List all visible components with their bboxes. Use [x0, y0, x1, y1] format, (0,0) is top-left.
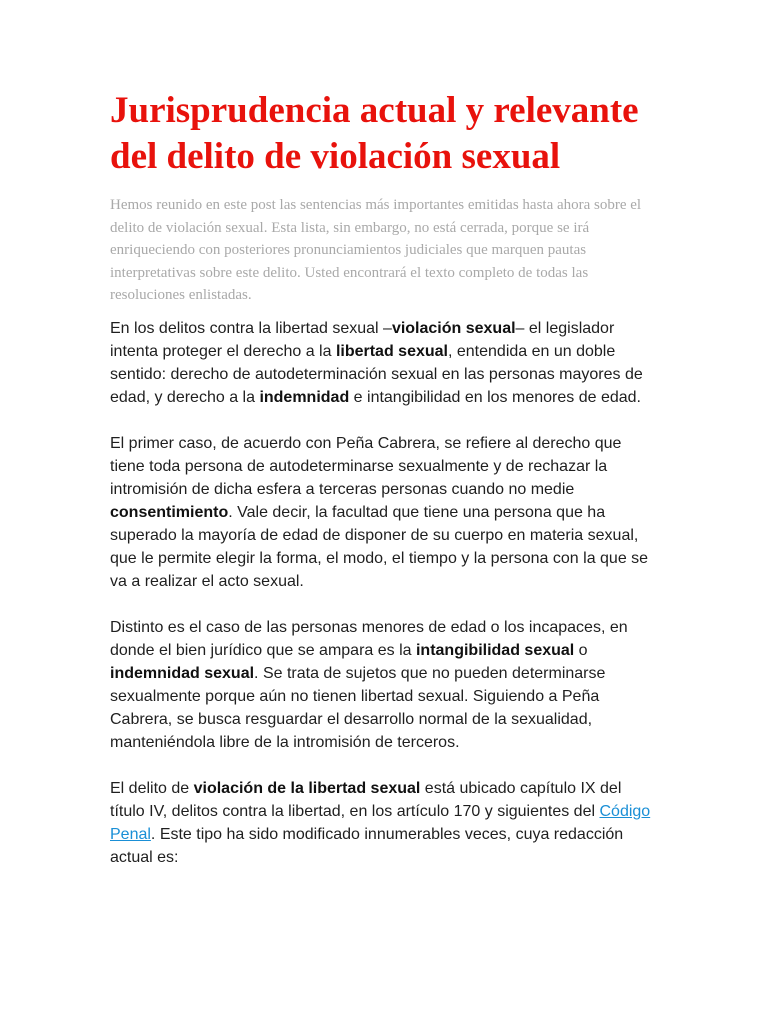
text-run: . Se trata de sujetos que no pueden determinarse sexualmente porque aún no tienen libertad sexual. Siguiendo a Peña Cabrera, se busca resguardar el desarrollo normal de la sexualidad, manteniéndola libre de la intromisión de terceros. — [110, 664, 606, 751]
text-run: . Vale decir, la facultad que tiene una persona que ha superado la mayoría de edad de disponer de su cuerpo en materia sexual, que le permite elegir la forma, el modo, el tiempo y la persona con la que se va a realizar el acto sexual. — [110, 503, 649, 590]
text-run: o — [574, 641, 588, 659]
codigo-penal-link[interactable]: Código Penal — [110, 802, 651, 843]
body-paragraph-2 — [110, 432, 658, 593]
bold-term: libertad sexual — [335, 342, 448, 360]
bold-term: intangibilidad sexual — [415, 641, 575, 659]
text-run: El primer caso, de acuerdo con Peña Cabrera, se refiere al derecho que tiene toda persona de autodeterminarse sexualmente y de rechazar la intromisión de dicha esfera a terceras personas cuando no medie — [110, 434, 622, 498]
body-paragraph-1 — [110, 317, 658, 409]
text-run: e intangibilidad en los menores de edad. — [349, 388, 641, 406]
lead-paragraph: Hemos reunido en este post las sentencias más importantes emitidas hasta ahora sobre el delito de violación sexual. Esta lista, sin embargo, no está cerrada, porque se irá enriqueciendo con posteriores pronunciamientos judiciales que marquen pautas interpretativas sobre este delito. Usted encontrará el texto completo de todas las resoluciones enlistadas. — [110, 197, 642, 303]
bold-term: violación de la libertad sexual — [193, 779, 421, 797]
article — [110, 88, 658, 869]
bold-term: indemnidad sexual — [110, 664, 255, 682]
text-run: – el legislador intenta proteger el derecho a la — [110, 319, 615, 360]
page-title: Jurisprudencia actual y relevante del delito de violación sexual — [110, 90, 639, 177]
body-paragraph-3 — [110, 616, 658, 754]
bold-term: violación sexual — [391, 319, 516, 337]
text-run: , entendida en un doble sentido: derecho de autodeterminación sexual en las personas mayores de edad, y derecho a la — [110, 342, 643, 406]
text-run: El delito de — [110, 779, 194, 797]
text-run: está ubicado capítulo IX del título IV, delitos contra la libertad, en los artículo 170 y siguientes del — [110, 779, 622, 820]
bold-term: consentimiento — [110, 503, 229, 521]
text-run: Distinto es el caso de las personas menores de edad o los incapaces, en donde el bien jurídico que se ampara es la — [110, 618, 628, 659]
text-run: En los delitos contra la libertad sexual – — [110, 319, 392, 337]
body-paragraph-4 — [110, 777, 658, 869]
bold-term: indemnidad — [259, 388, 350, 406]
text-run: . Este tipo ha sido modificado innumerables veces, cuya redacción actual es: — [110, 825, 624, 866]
